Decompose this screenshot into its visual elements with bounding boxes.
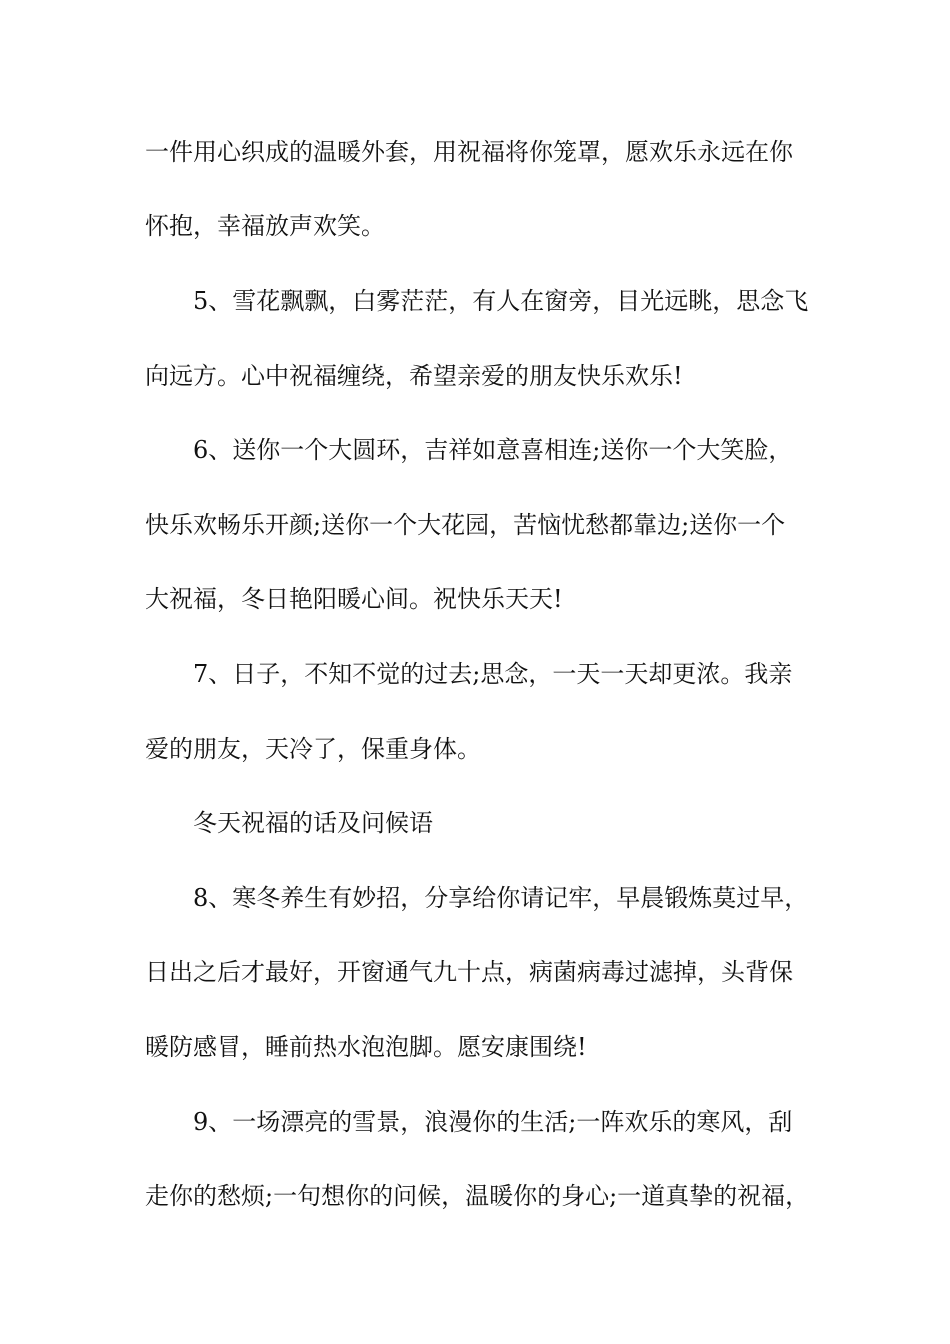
text-line: 怀抱，幸福放声欢笑。 (145, 212, 385, 240)
text-line: 快乐欢畅乐开颜;送你一个大花园，苦恼忧愁都靠边;送你一个 (145, 511, 786, 539)
text-line: 大祝福，冬日艳阳暖心间。祝快乐天天! (145, 585, 563, 613)
text-line: 暖防感冒，睡前热水泡泡脚。愿安康围绕! (145, 1033, 587, 1061)
text-line: 爱的朋友，天冷了，保重身体。 (145, 735, 481, 763)
paragraph-6-start: 6、送你一个大圆环，吉祥如意喜相连;送你一个大笑脸， (193, 436, 793, 464)
paragraph-9-start: 9、一场漂亮的雪景，浪漫你的生活;一阵欢乐的寒风，刮 (193, 1108, 793, 1136)
text-line: 向远方。心中祝福缠绕，希望亲爱的朋友快乐欢乐! (145, 362, 683, 390)
text-line: 日出之后才最好，开窗通气九十点，病菌病毒过滤掉，头背保 (145, 958, 793, 986)
text-line: 一件用心织成的温暖外套，用祝福将你笼罩，愿欢乐永远在你 (145, 138, 793, 166)
paragraph-8-start: 8、寒冬养生有妙招，分享给你请记牢，早晨锻炼莫过早， (193, 884, 809, 912)
section-heading: 冬天祝福的话及问候语 (193, 809, 433, 837)
text-line: 走你的愁烦;一句想你的问候，温暖你的身心;一道真挚的祝福， (145, 1182, 810, 1210)
paragraph-5-start: 5、雪花飘飘，白雾茫茫，有人在窗旁，目光远眺，思念飞 (193, 287, 809, 315)
paragraph-7-start: 7、日子，不知不觉的过去;思念，一天一天却更浓。我亲 (193, 660, 793, 688)
